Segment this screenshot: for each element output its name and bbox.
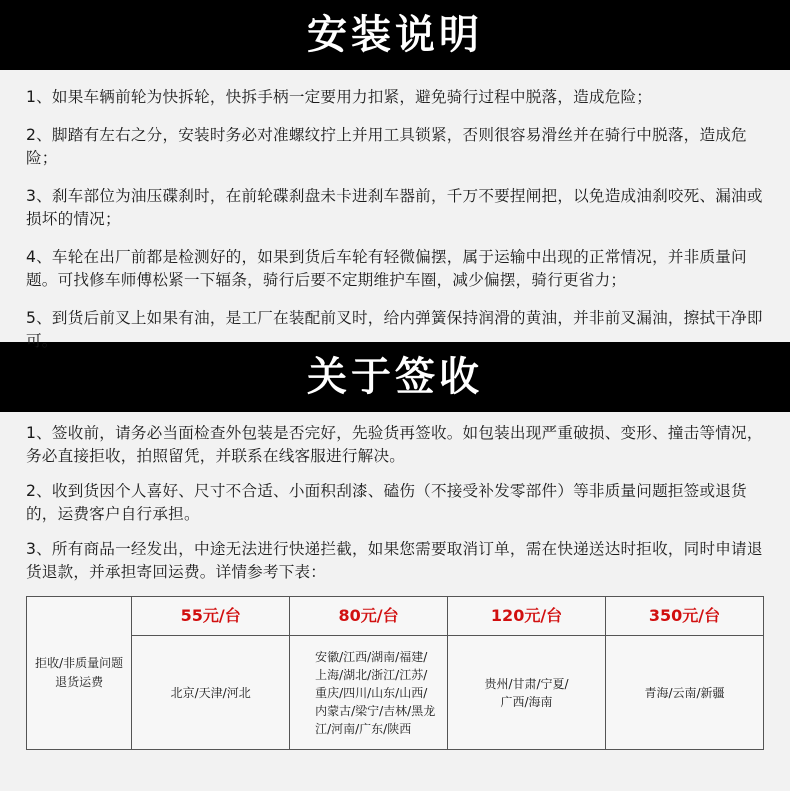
receipt-title: 关于签收: [307, 354, 483, 400]
region-line: 上海/湖北/浙江/江苏/: [315, 667, 428, 682]
fee-row-label-line: 退货运费: [55, 675, 104, 689]
region-cell: [606, 636, 764, 750]
install-instructions: [0, 70, 790, 350]
regions-row: [27, 636, 764, 750]
receipt-title-banner: [0, 342, 790, 412]
receipt-item: 2、收到货因个人喜好、尺寸不合适、小面积刮漆、磕伤（不接受补发零部件）等非质量问题拒签或退货的，运费客户自行承担。: [26, 482, 747, 523]
price-cell: 55元/台: [132, 597, 290, 636]
receipt-item: 3、所有商品一经发出，中途无法进行快递拦截，如果您需要取消订单，需在快递送达时拒收，同时申请退货退款，并承担寄回运费。详情参考下表：: [26, 540, 763, 581]
install-item: 5、到货后前叉上如果有油，是工厂在装配前叉时，给内弹簧保持润滑的黄油，并非前叉漏油，擦拭干净即可。: [26, 309, 763, 350]
receipt-item: 1、签收前，请务必当面检查外包装是否完好，先验货再签收。如包装出现严重破损、变形、撞击等情况，务必直接拒收，拍照留凭，并联系在线客服进行解决。: [26, 424, 763, 465]
install-title: 安装说明: [307, 12, 483, 58]
price-cell: 120元/台: [448, 597, 606, 636]
region-cell: [448, 636, 606, 750]
region-line: 安徽/江西/湖南/福建/: [315, 649, 428, 664]
region-cell: [290, 636, 448, 750]
region-line: 北京/天津/河北: [170, 685, 251, 700]
price-cell: 350元/台: [606, 597, 764, 636]
region-cell: [132, 636, 290, 750]
region-line: 贵州/甘肃/宁夏/: [484, 676, 569, 691]
fee-row-label: [27, 597, 132, 750]
region-line: 青海/云南/新疆: [644, 685, 725, 700]
install-title-banner: [0, 0, 790, 70]
return-shipping-fee-table: [26, 596, 764, 750]
install-item: 4、车轮在出厂前都是检测好的，如果到货后车轮有轻微偏摆，属于运输中出现的正常情况，并非质量问题。可找修车师傅松紧一下辐条，骑行后要不定期维护车圈，减少偏摆，骑行更省力；: [26, 248, 747, 289]
install-item: 1、如果车辆前轮为快拆轮，快拆手柄一定要用力扣紧，避免骑行过程中脱落，造成危险；: [26, 88, 653, 106]
region-line: 广西/海南: [500, 694, 553, 709]
install-item: 3、刹车部位为油压碟刹时，在前轮碟刹盘未卡进刹车器前，千万不要捏闸把，以免造成油刹咬死、漏油或损坏的情况；: [26, 187, 763, 228]
region-line: 江/河南/广东/陕西: [315, 721, 412, 736]
receipt-instructions: [0, 412, 790, 584]
price-cell: 80元/台: [290, 597, 448, 636]
install-item: 2、脚踏有左右之分，安装时务必对准螺纹拧上并用工具锁紧，否则很容易滑丝并在骑行中脱落，造成危险；: [26, 126, 747, 167]
price-row: [27, 597, 764, 636]
region-line: 重庆/四川/山东/山西/: [315, 685, 428, 700]
region-line: 内蒙古/梁宁/吉林/黑龙: [315, 703, 436, 718]
fee-row-label-line: 拒收/非质量问题: [35, 656, 124, 670]
